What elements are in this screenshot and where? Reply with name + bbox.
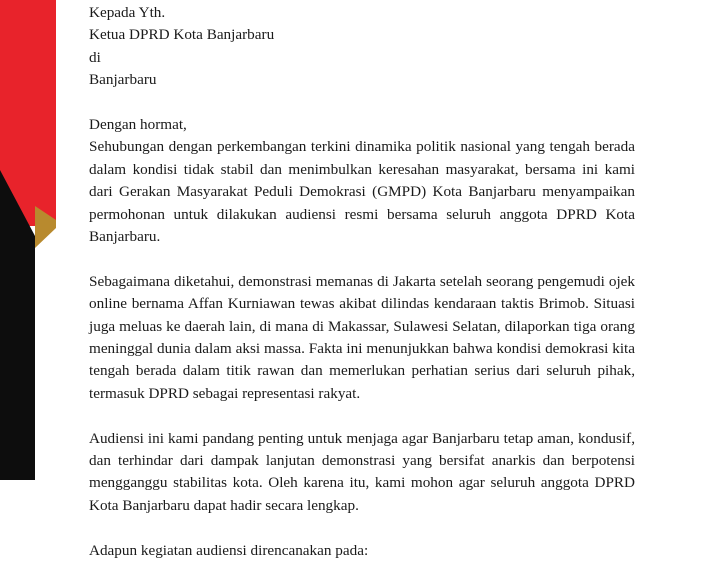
letterhead-edge-decoration — [0, 0, 60, 480]
schedule-intro: Adapun kegiatan audiensi direncanakan pada: — [89, 541, 369, 559]
recipient-city: Banjarbaru — [89, 71, 157, 89]
paragraph-3: Audiensi ini kami pandang penting untuk menjaga agar Banjarbaru tetap aman, kondusif, dan terhindar dari dampak lanjutan demonstrasi yang bersifat anarkis dan berpotensi mengganggu stabilitas kota. Oleh karena itu, kami mohon agar seluruh anggota DPRD Kota Banjarbaru dapat hadir secara lengkap. — [89, 429, 635, 514]
recipient-preposition: di — [89, 48, 101, 66]
recipient-title: Ketua DPRD Kota Banjarbaru — [89, 26, 275, 44]
paragraph-1: Sehubungan dengan perkembangan terkini dinamika politik nasional yang tengah berada dalam kondisi tidak stabil dan menimbulkan keresahan masyarakat, bersama ini kami dari Gerakan Masyarakat Peduli Demokrasi (GMPD) Kota Banjarbaru menyampaikan permohonan untuk dilakukan audiensi resmi bersama seluruh anggota DPRD Kota Banjarbaru. — [89, 138, 635, 246]
greeting: Dengan hormat, — [89, 116, 187, 134]
recipient-salutation: Kepada Yth. — [89, 4, 166, 21]
letter-body — [89, 2, 635, 562]
paragraph-2: Sebagaimana diketahui, demonstrasi memanas di Jakarta setelah seorang pengemudi ojek online bernama Affan Kurniawan tewas akibat dilindas kendaraan taktis Brimob. Situasi juga meluas ke daerah lain, di mana di Makassar, Sulawesi Selatan, dilaporkan tiga orang meninggal dunia dalam aksi massa. Fakta ini menunjukkan bahwa kondisi demokrasi kita tengah berada dalam titik rawan dan memerlukan perhatian serius dari seluruh pihak, termasuk DPRD sebagai representasi rakyat. — [89, 272, 635, 402]
